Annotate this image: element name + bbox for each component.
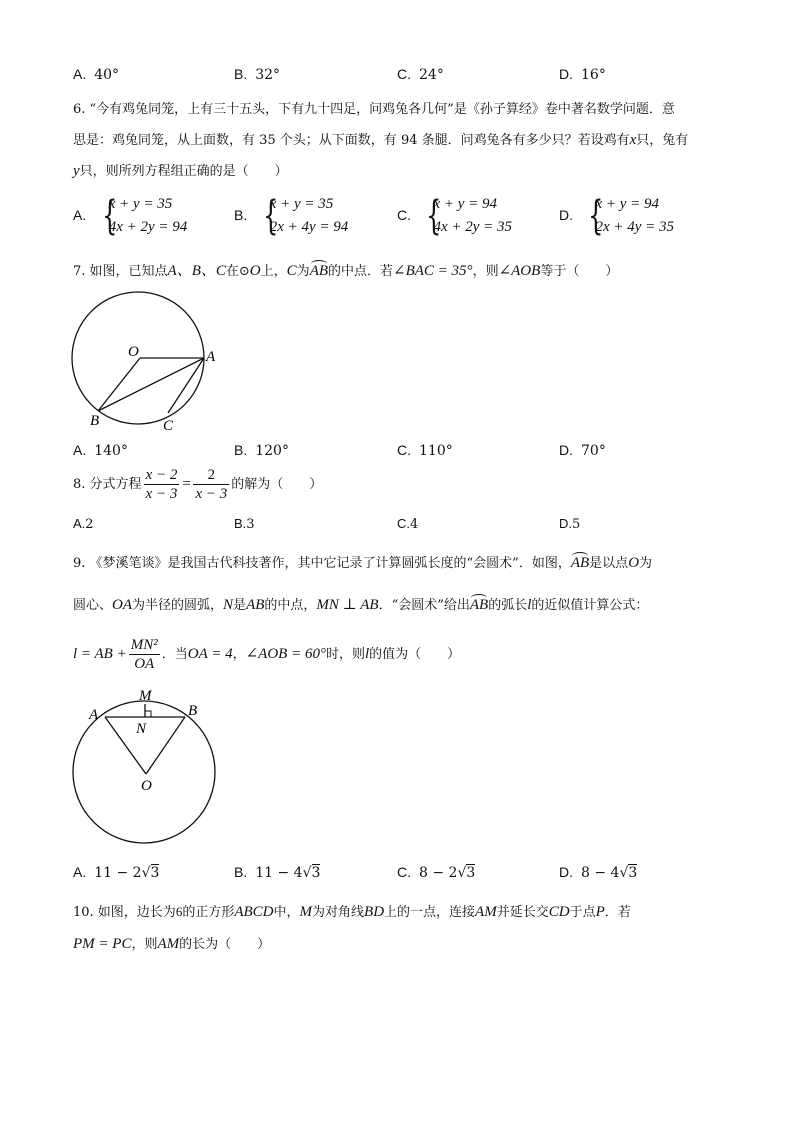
q8-fraction-left: $\frac{x - 2}{x - 3}$ (145, 467, 178, 502)
q5-option-b: B. 32° (234, 66, 281, 83)
q5-option-a: A. 40° (73, 66, 120, 83)
q6-line-3: y只，则所列方程组正确的是（ ） (73, 163, 288, 179)
q7-option-d: D. 70° (559, 442, 606, 459)
q6-option-c: C. { x + y = 94 4x + 2y = 35 (397, 193, 513, 239)
q8-option-b: B.3 (234, 516, 255, 532)
q9-option-c: C. 8 − 2√3 (397, 864, 476, 881)
q6-option-b: B. { x + y = 35 2x + 4y = 94 (234, 193, 349, 239)
q6-line-2: 思是：鸡兔同笼，从上面数，有 35 个头；从下面数，有 94 条腿．问鸡兔各有多少只？若设鸡有x只，兔有 (73, 132, 689, 148)
q7-option-c: C. 110° (397, 442, 453, 459)
q5-option-d: D. 16° (559, 66, 606, 83)
sqrt-icon: √ (302, 865, 312, 881)
q8-option-c: C.4 (397, 516, 419, 532)
brace-icon: { (588, 193, 604, 239)
q9-line-2: 圆心、OA为半径的圆弧，N是AB的中点，MN ⊥ AB．“会圆术”给出AB的弧长l的近似值计算公式： (73, 597, 649, 613)
q8-fraction-right: $\frac{2}{x - 3}$ (195, 467, 228, 502)
q9-line-1: 9. 《梦溪笔谈》是我国古代科技著作，其中它记录了计算圆弧长度的“会圆术”．如图，AB是以点O为 (73, 555, 653, 571)
q9-label-b: B (188, 703, 198, 719)
q7-label-a: A (206, 349, 216, 365)
q7-segment-ab (98, 358, 204, 411)
q9-option-a: A. 11 − 2√3 (73, 864, 160, 881)
q9-figure (62, 684, 232, 854)
arc-ab: AB (469, 597, 489, 613)
q6-option-a: A. { x + y = 35 4x + 2y = 94 (73, 193, 188, 239)
q9-formula-line: l = AB + $\frac{\text{MN²}}{OA}$ ．当OA = 4，∠AOB = 60°时，则l的值为（ ） (73, 637, 461, 672)
q10-line-2: PM = PC，则AM的长为（ ） (73, 936, 271, 952)
q7-label-o: O (128, 344, 139, 360)
q9-label-m: M (139, 688, 152, 704)
q8-option-a: A.2 (73, 516, 94, 532)
q7-stem: 7. 如图，已知点A、B、C在⊙O上，C为AB的中点．若∠BAC = 35°，则∠AOB等于（ ） (73, 263, 619, 279)
brace-icon: { (262, 193, 279, 239)
q7-label-c: C (163, 418, 174, 434)
brace-icon: { (426, 193, 442, 239)
sqrt-icon: √ (619, 865, 629, 881)
q5-option-c: C. 24° (397, 66, 444, 83)
q9-label-a: A (89, 707, 99, 723)
right-angle-icon (145, 711, 151, 717)
q6-option-d: D. { x + y = 94 2x + 4y = 35 (559, 193, 675, 239)
arc-ab: AB (570, 555, 590, 571)
q7-option-b: B. 120° (234, 442, 289, 459)
arc-ab: AB (309, 263, 329, 279)
q7-label-b: B (90, 413, 100, 429)
q9-segment-ob (146, 717, 185, 774)
q9-label-n: N (136, 721, 147, 737)
sqrt-icon: √ (457, 865, 467, 881)
q9-option-b: B. 11 − 4√3 (234, 864, 321, 881)
q7-figure (60, 285, 230, 440)
brace-icon: { (101, 193, 118, 239)
q8-stem: 8. 分式方程 $\frac{x - 2}{x - 3}$ = $\frac{2}{x - 3}$ 的解为（ ） (73, 467, 323, 502)
q9-label-o: O (141, 778, 152, 794)
q9-fraction: $\frac{\text{MN²}}{OA}$ (130, 637, 158, 672)
sqrt-icon: √ (141, 865, 151, 881)
q7-option-a: A. 140° (73, 442, 128, 459)
q7-segment-ob (98, 358, 140, 411)
q6-line-1: 6. “今有鸡兔同笼，上有三十五头，下有九十四足，问鸡兔各几何”是《孙子算经》卷中著名数学问题．意 (73, 102, 675, 117)
q9-option-d: D. 8 − 4√3 (559, 864, 638, 881)
q10-line-1: 10. 如图，边长为6的正方形ABCD中，M为对角线BD上的一点，连接AM并延长交CD于点P．若 (73, 904, 631, 920)
q8-option-d: D.5 (559, 516, 581, 532)
